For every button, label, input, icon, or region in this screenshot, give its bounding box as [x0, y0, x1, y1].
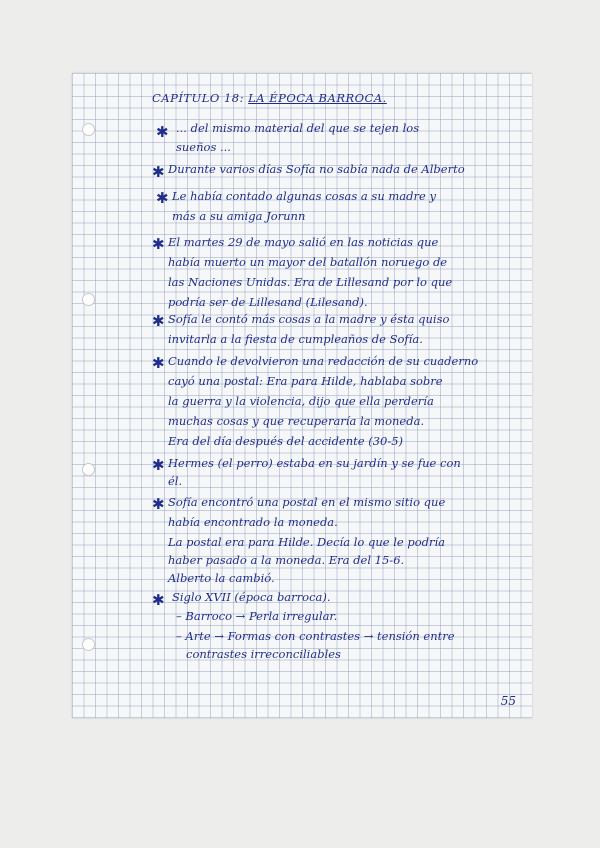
- note-line: más a su amiga Jorunn: [172, 209, 306, 223]
- asterisk-bullet-icon: ✱: [152, 354, 165, 372]
- note-line: muchas cosas y que recuperaría la moneda.: [168, 414, 425, 428]
- asterisk-bullet-icon: ✱: [152, 312, 165, 330]
- note-line: podría ser de Lillesand (Lilesand).: [168, 295, 368, 309]
- asterisk-bullet-icon: ✱: [152, 163, 165, 181]
- note-line: – Barroco → Perla irregular.: [176, 609, 338, 623]
- note-line: invitarla a la fiesta de cumpleaños de Sofía.: [168, 332, 423, 346]
- note-line: Siglo XVII (época barroca).: [172, 590, 331, 604]
- note-line: Durante varios días Sofía no sabía nada de Alberto: [168, 162, 465, 176]
- asterisk-bullet-icon: ✱: [152, 235, 165, 253]
- note-line: Alberto la cambió.: [168, 571, 275, 585]
- note-line: Sofía encontró una postal en el mismo sitio que: [168, 495, 446, 509]
- note-line: contrastes irreconciliables: [186, 647, 341, 661]
- note-line: había encontrado la moneda.: [168, 515, 338, 529]
- asterisk-bullet-icon: ✱: [156, 189, 169, 207]
- note-line: Hermes (el perro) estaba en su jardín y se fue con: [168, 456, 461, 470]
- note-line: sueños ...: [176, 140, 231, 154]
- note-line: Era del día después del accidente (30-5): [168, 434, 404, 448]
- title-prefix: CAPÍTULO 18:: [152, 91, 249, 105]
- note-line: Sofía le contó más cosas a la madre y ésta quiso: [168, 312, 450, 326]
- binder-hole-middle: [82, 293, 95, 306]
- binder-hole-lower: [82, 463, 95, 476]
- asterisk-bullet-icon: ✱: [156, 123, 169, 141]
- binder-hole-top: [82, 123, 95, 136]
- note-line: haber pasado a la moneda. Era del 15-6.: [168, 553, 405, 567]
- page-number: 55: [500, 694, 516, 708]
- note-line: él.: [168, 474, 183, 488]
- binder-hole-bottom: [82, 638, 95, 651]
- title-underlined: LA ÉPOCA BARROCA.: [248, 91, 387, 105]
- note-line: las Naciones Unidas. Era de Lillesand por lo que: [168, 275, 453, 289]
- note-line: La postal era para Hilde. Decía lo que le podría: [168, 535, 446, 549]
- note-line: cayó una postal: Era para Hilde, hablaba sobre: [168, 374, 443, 388]
- note-line: había muerto un mayor del batallón noruego de: [168, 255, 448, 269]
- page-title: [152, 91, 387, 105]
- note-line: Cuando le devolvieron una redacción de su cuaderno: [168, 354, 479, 368]
- note-line: El martes 29 de mayo salió en las noticias que: [168, 235, 439, 249]
- asterisk-bullet-icon: ✱: [152, 591, 165, 609]
- asterisk-bullet-icon: ✱: [152, 456, 165, 474]
- note-line: – Arte → Formas con contrastes → tensión entre: [176, 629, 455, 643]
- note-line: Le había contado algunas cosas a su madre y: [172, 189, 436, 203]
- note-line: la guerra y la violencia, dijo que ella perdería: [168, 394, 434, 408]
- note-line: ... del mismo material del que se tejen los: [176, 121, 420, 135]
- notebook-page: [72, 73, 532, 718]
- asterisk-bullet-icon: ✱: [152, 495, 165, 513]
